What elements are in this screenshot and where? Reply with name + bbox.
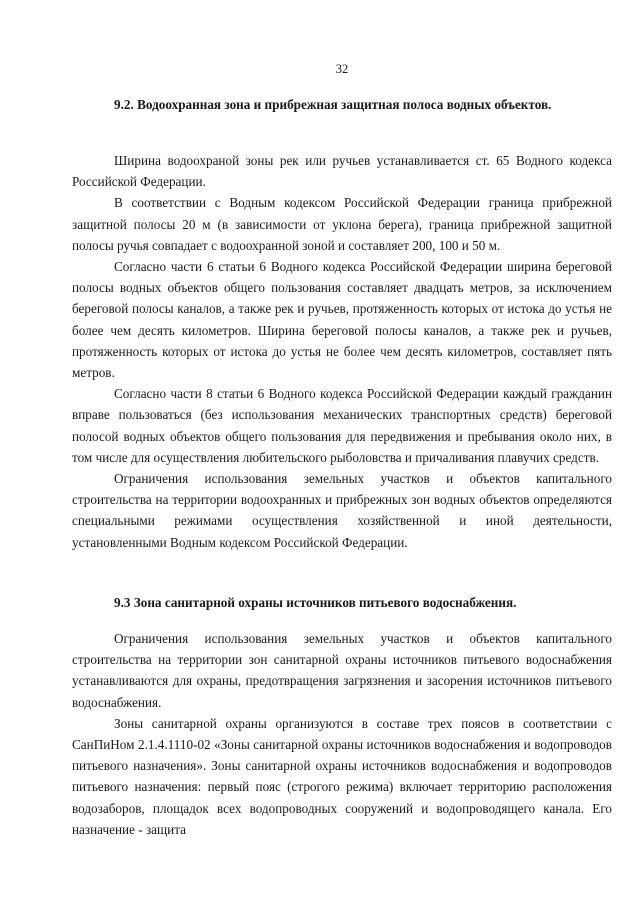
paragraph: В соответствии с Водным кодексом Российской Федерации граница прибрежной защитной полосы 20 м (в зависимости от уклона берега), граница прибрежной защитной полосы ручья совпадает с водоохранной зоной и составляет 200, 100 и 50 м.	[72, 195, 612, 253]
paragraph: Ограничения использования земельных участков и объектов капитального строительства на территории водоохранных и прибрежных зон водных объектов определяются специальными режимами осуществления хозяйственной и иной деятельности, установленными Водным кодексом Российской Федерации.	[72, 471, 612, 550]
section-heading-9-2: 9.2. Водоохранная зона и прибрежная защитная полоса водных объектов.	[114, 97, 552, 112]
page-number: 32	[335, 62, 349, 76]
paragraph: Зоны санитарной охраны организуются в составе трех поясов в соответствии с СанПиНом 2.1.4.1110-02 «Зоны санитарной охраны источников водоснабжения и водопроводов питьевого назначения». Зоны санитарной охраны источников водоснабжения и водопроводов питьевого назначения: первый пояс (строгого режима) включает территорию расположения водозаборов, площадок всех водопроводных сооружений и водопроводящего канала. Его назначение - защита	[72, 715, 612, 837]
section-body-9-3	[72, 628, 612, 840]
section-heading-9-3: 9.3 Зона санитарной охраны источников питьевого водоснабжения.	[114, 595, 517, 610]
paragraph: Ограничения использования земельных участков и объектов капитального строительства на территории зон санитарной охраны источников питьевого водоснабжения устанавливаются для охраны, предотвращения загрязнения и засорения источников питьевого водоснабжения.	[72, 631, 612, 710]
section-body-9-2	[72, 150, 612, 553]
paragraph: Согласно части 6 статьи 6 Водного кодекса Российской Федерации ширина береговой полосы водных объектов общего пользования составляет двадцать метров, за исключением береговой полосы каналов, а также рек и ручьев, протяженность которых от истока до устья не более чем десять километров. Ширина береговой полосы каналов, а также рек и ручьев, протяженность которых от истока до устья не более чем десять километров, составляет пять метров.	[72, 259, 612, 381]
paragraph: Согласно части 8 статьи 6 Водного кодекса Российской Федерации каждый гражданин вправе пользоваться (без использования механических транспортных средств) береговой полосой водных объектов общего пользования для передвижения и пребывания около них, в том числе для осуществления любительского рыболовства и причаливания плавучих средств.	[72, 386, 612, 465]
paragraph: Ширина водоохраной зоны рек или ручьев устанавливается ст. 65 Водного кодекса Российской Федерации.	[72, 153, 612, 190]
